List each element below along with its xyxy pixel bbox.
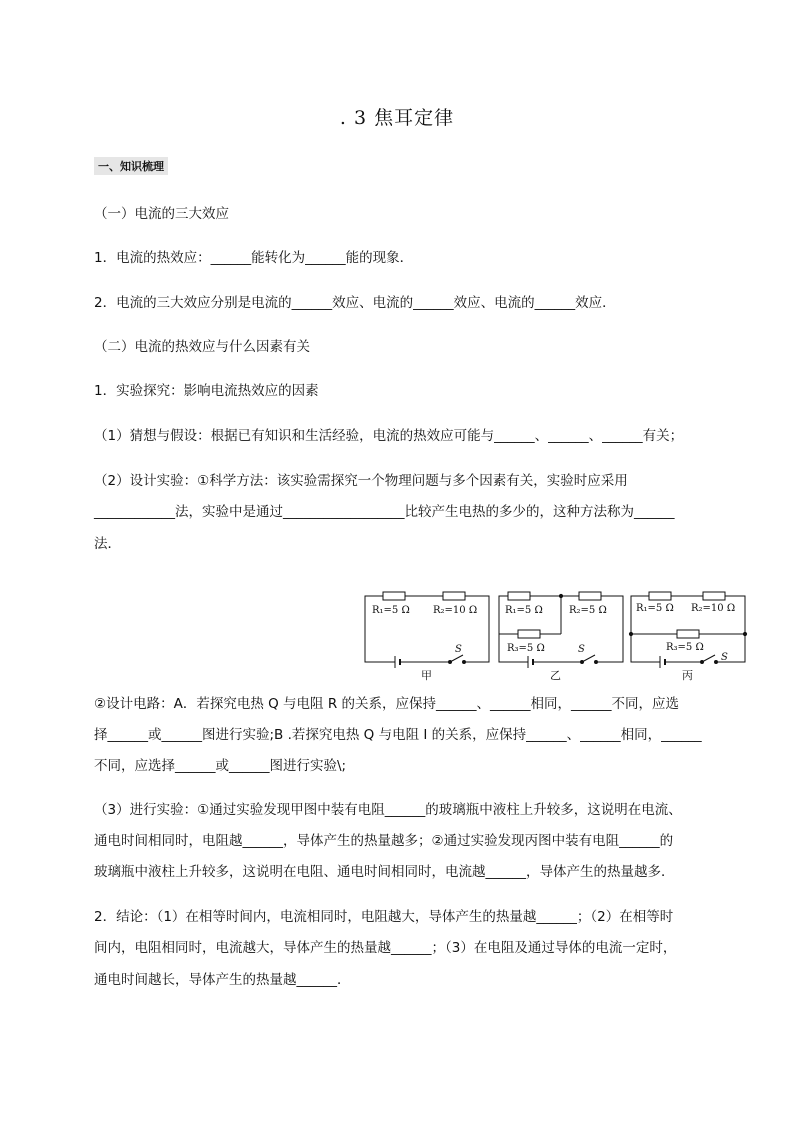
text-line: 2．电流的三大效应分别是电流的______效应、电流的______效应、电流的______效应． — [94, 295, 616, 311]
figure-caption: 丙 — [682, 669, 693, 682]
circuit-jia — [365, 592, 489, 682]
text-line: （1）猜想与假设：根据已有知识和生活经验，电流的热效应可能与______、______、______有关； — [94, 428, 684, 444]
circuit-diagrams — [364, 588, 754, 692]
r2-label: R₂=10 Ω — [691, 603, 736, 614]
figure-caption: 甲 — [421, 669, 432, 682]
text-line: 间内，电阻相同时，电流越大，导体产生的热量越______；（3）在电阻及通过导体的电流一定时， — [94, 940, 677, 956]
text-line: （3）进行实验：①通过实验发现甲图中装有电阻______的玻璃瓶中液柱上升较多，这说明在电流、 — [94, 802, 682, 818]
text-line: ②设计电路：A．若探究电热 Q 与电阻 R 的关系，应保持______、______相同，______不同，应选 — [94, 696, 680, 712]
text-line: （二）电流的热效应与什么因素有关 — [94, 339, 310, 355]
r2-label: R₂=10 Ω — [433, 605, 478, 616]
text-line: 不同，应选择______或______图进行实验\; — [94, 758, 347, 774]
text-line: 2．结论：（1）在相等时间内，电流相同时，电阻越大，导体产生的热量越______；（2）在相等时 — [94, 909, 674, 925]
text-line: 玻璃瓶中液柱上升较多，这说明在电阻、通电时间相同时，电流越______，导体产生的热量越多． — [94, 864, 675, 880]
r1-label: R₁=5 Ω — [636, 603, 674, 614]
circuit-bing — [629, 592, 746, 682]
text-line: 法． — [94, 536, 121, 552]
circuit-yi — [499, 592, 623, 682]
text-line: 1．电流的热效应：______能转化为______能的现象． — [94, 250, 414, 266]
section-heading: 一、知识梳理 — [94, 157, 168, 175]
r2-label: R₂=5 Ω — [569, 605, 607, 616]
text-line: （2）设计实验：①科学方法：该实验需探究一个物理问题与多个因素有关，实验时应采用 — [94, 473, 628, 489]
r3-label: R₃=5 Ω — [507, 643, 545, 654]
text-line: ____________法，实验中是通过__________________比较产生电热的多少的，这种方法称为______ — [94, 504, 675, 520]
figure-caption: 乙 — [550, 669, 561, 682]
text-line: 1．实验探究：影响电流热效应的因素 — [94, 383, 319, 399]
r1-label: R₁=5 Ω — [372, 605, 410, 616]
switch-label: S — [455, 644, 462, 655]
r1-label: R₁=5 Ω — [505, 605, 543, 616]
switch-label: S — [721, 652, 728, 663]
text-line: 通电时间越长，导体产生的热量越______． — [94, 972, 351, 988]
text-line: 择______或______图进行实验;B .若探究电热 Q 与电阻 I 的关系，应保持______、______相同，______ — [94, 727, 702, 743]
r3-label: R₃=5 Ω — [666, 642, 704, 653]
page-title: . 3 焦耳定律 — [339, 107, 455, 129]
text-line: 通电时间相同时，电阻越______，导体产生的热量越多；②通过实验发现丙图中装有电阻______的 — [94, 833, 674, 849]
switch-label: S — [578, 644, 585, 655]
text-line: （一）电流的三大效应 — [94, 206, 229, 222]
